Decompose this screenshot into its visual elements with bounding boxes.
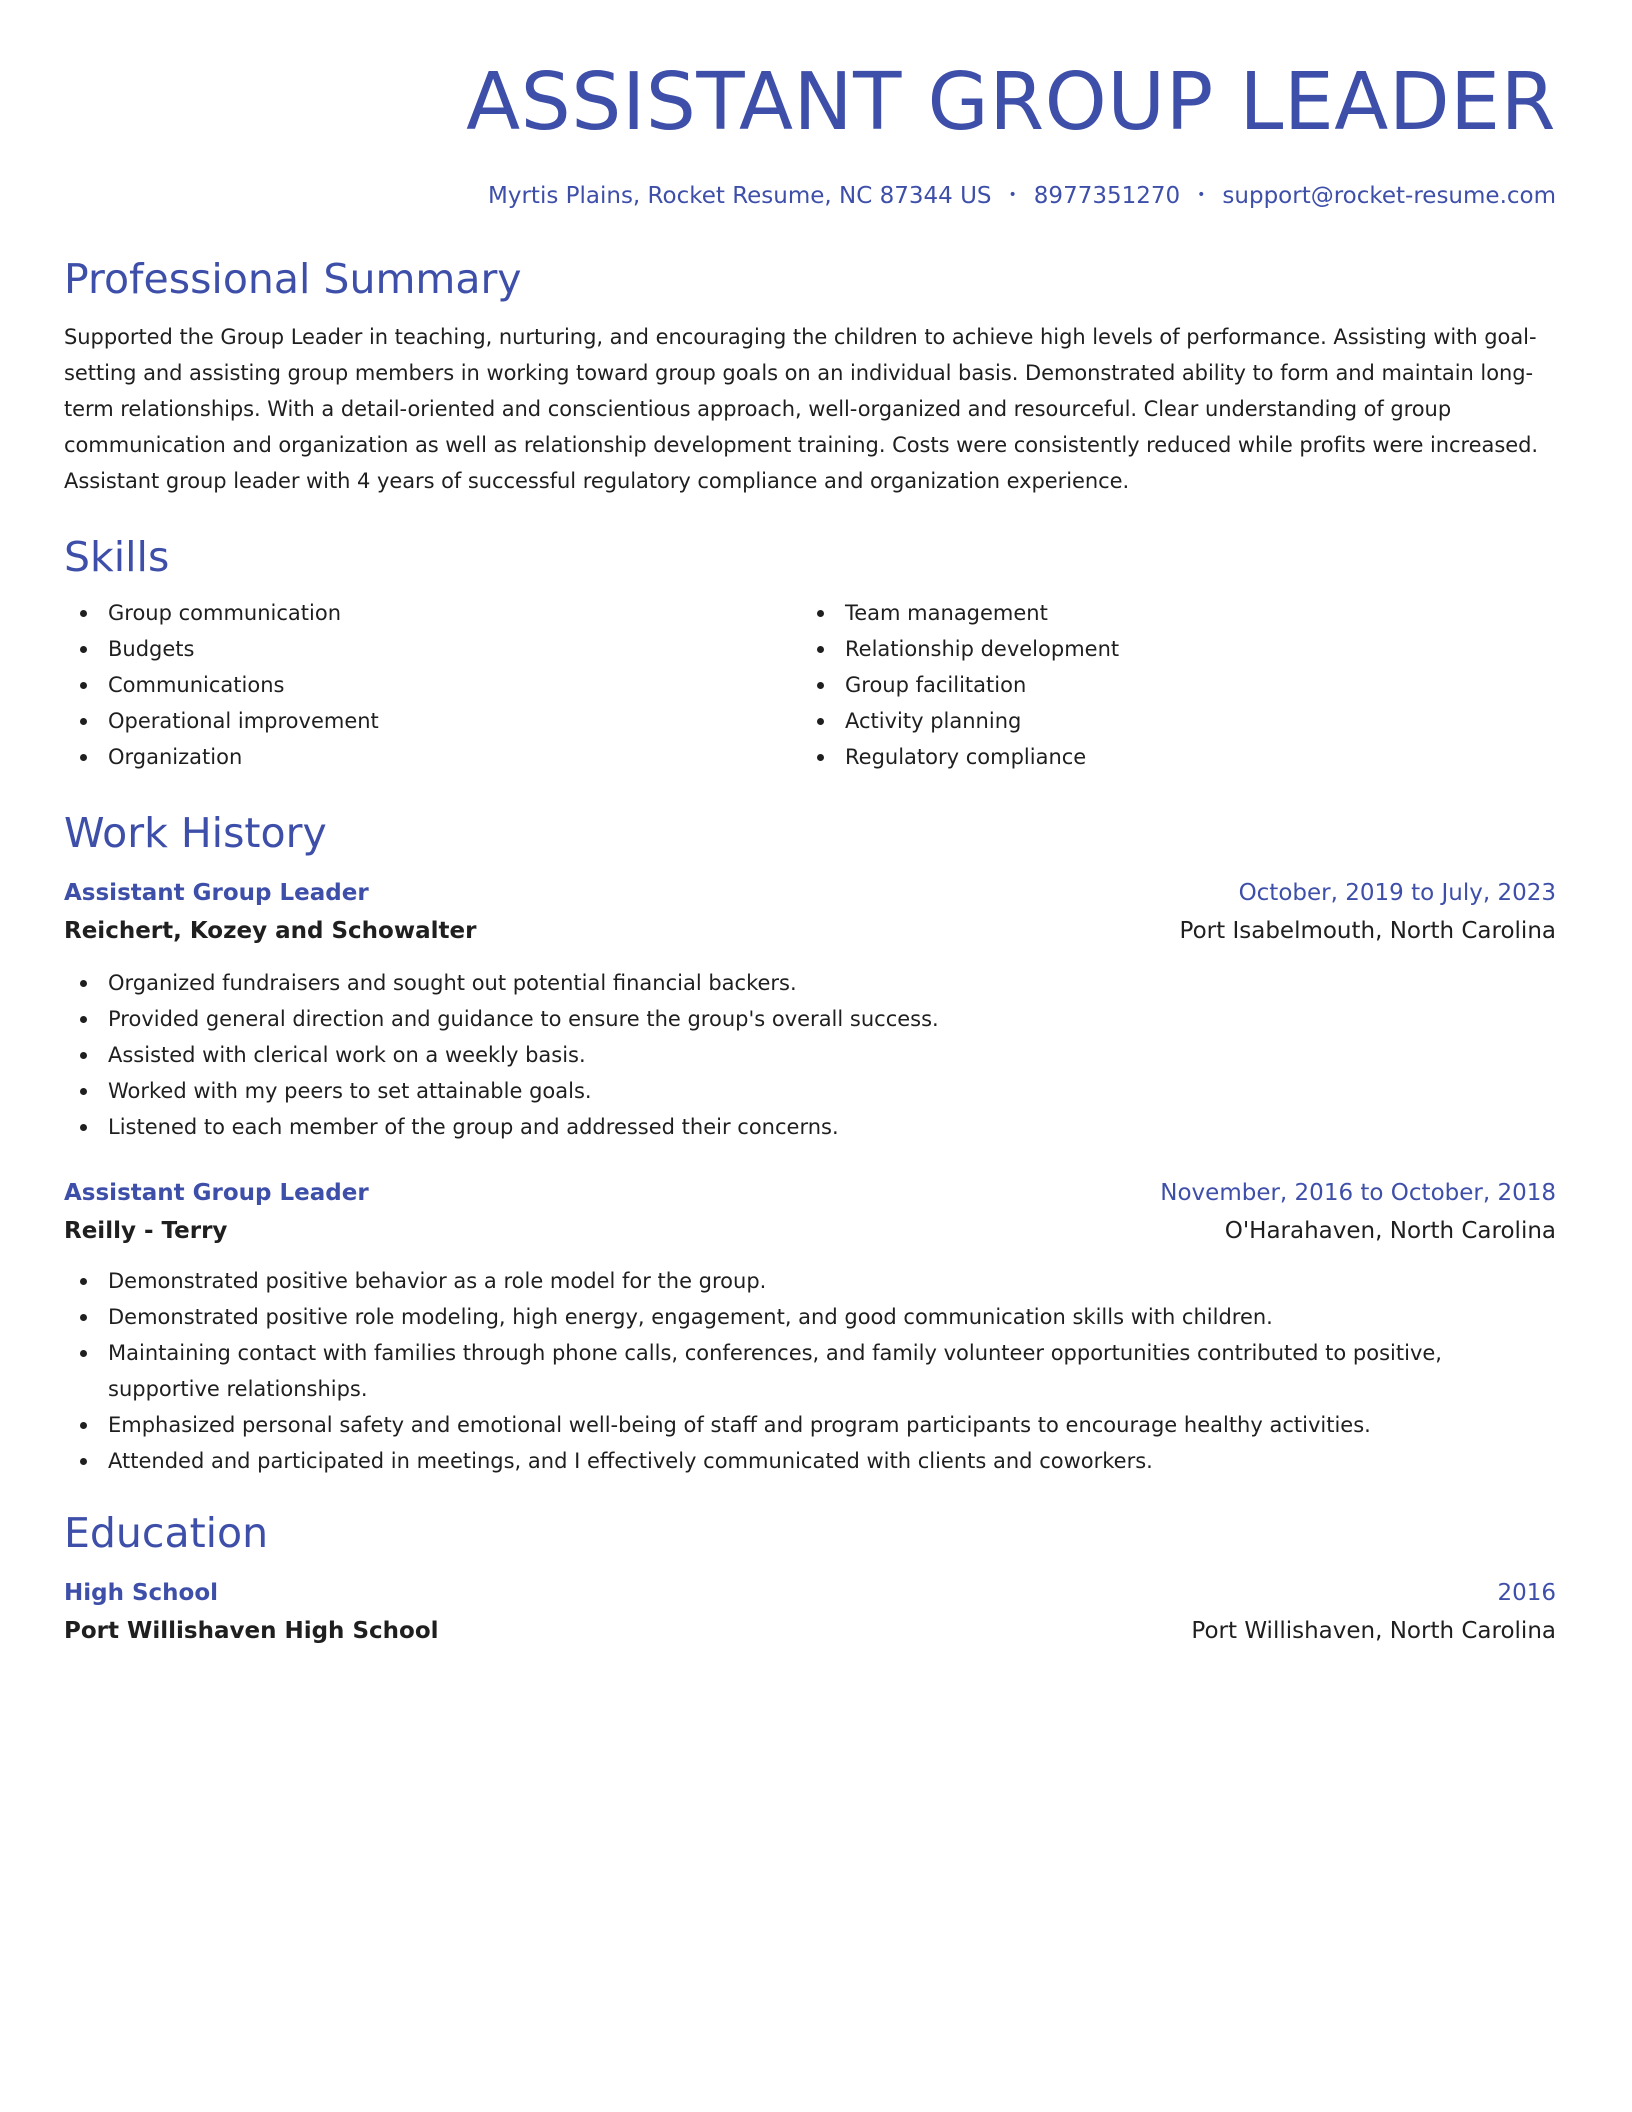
bullet-icon <box>80 1458 87 1465</box>
bullet-icon <box>80 1052 87 1059</box>
school-name: Port Willishaven High School <box>64 1617 439 1644</box>
job-bullet: Maintaining contact with families through phone calls, conferences, and family volunteer opportunities contributed to positive, supportive relationships. <box>64 1335 1556 1407</box>
skill-item: Regulatory compliance <box>801 739 1538 775</box>
contact-email: support@rocket-resume.com <box>1222 183 1556 209</box>
contact-address: Myrtis Plains, Rocket Resume, NC 87344 US <box>488 183 992 209</box>
job-entry <box>64 875 1556 1145</box>
job-bullets <box>64 1263 1556 1479</box>
job-bullet: Demonstrated positive behavior as a role model for the group. <box>64 1263 1556 1299</box>
skill-item: Organization <box>64 739 801 775</box>
skill-item: Budgets <box>64 631 801 667</box>
job-dates: October, 2019 to July, 2023 <box>1238 879 1556 906</box>
resume-page <box>64 50 1556 1649</box>
skills-column-right <box>801 595 1538 775</box>
job-bullet: Emphasized personal safety and emotional well-being of staff and program participants to encourage healthy activities. <box>64 1407 1556 1443</box>
bullet-icon <box>80 1314 87 1321</box>
bullet-icon <box>80 718 87 725</box>
bullet-icon <box>80 980 87 987</box>
job-bullet: Demonstrated positive role modeling, high energy, engagement, and good communication skills with children. <box>64 1299 1556 1335</box>
job-location: O'Harahaven, North Carolina <box>1224 1217 1556 1244</box>
job-dates: November, 2016 to October, 2018 <box>1160 1179 1556 1206</box>
bullet-icon <box>80 1088 87 1095</box>
skill-item: Activity planning <box>801 703 1538 739</box>
skill-item: Communications <box>64 667 801 703</box>
work-history-heading: Work History <box>64 808 327 857</box>
bullet-icon <box>817 754 824 761</box>
bullet-icon <box>817 718 824 725</box>
bullet-icon <box>80 754 87 761</box>
contact-phone: 8977351270 <box>1033 183 1181 209</box>
bullet-icon <box>80 1016 87 1023</box>
job-bullet: Organized fundraisers and sought out potential financial backers. <box>64 965 1556 1001</box>
job-location: Port Isabelmouth, North Carolina <box>1179 917 1556 944</box>
job-title: Assistant Group Leader <box>64 879 369 906</box>
job-bullet: Attended and participated in meetings, and I effectively communicated with clients and coworkers. <box>64 1443 1556 1479</box>
skill-item: Group facilitation <box>801 667 1538 703</box>
bullet-icon <box>80 1422 87 1429</box>
skills-column-left <box>64 595 801 775</box>
skill-item: Team management <box>801 595 1538 631</box>
bullet-icon <box>80 682 87 689</box>
contact-separator: • <box>1197 186 1206 203</box>
bullet-icon <box>80 646 87 653</box>
degree-name: High School <box>64 1579 219 1606</box>
bullet-icon <box>80 1350 87 1357</box>
job-title: Assistant Group Leader <box>64 1179 369 1206</box>
skills-heading: Skills <box>64 532 170 581</box>
skill-item: Relationship development <box>801 631 1538 667</box>
job-bullet: Listened to each member of the group and addressed their concerns. <box>64 1109 1556 1145</box>
skills-list <box>64 595 1556 775</box>
bullet-icon <box>817 682 824 689</box>
education-heading: Education <box>64 1508 269 1557</box>
job-bullet: Provided general direction and guidance to ensure the group's overall success. <box>64 1001 1556 1037</box>
resume-title: ASSISTANT GROUP LEADER <box>466 56 1556 148</box>
school-location: Port Willishaven, North Carolina <box>1191 1617 1556 1644</box>
summary-heading: Professional Summary <box>64 254 522 303</box>
skill-item: Group communication <box>64 595 801 631</box>
bullet-icon <box>80 610 87 617</box>
contact-line <box>64 180 1556 213</box>
job-bullets <box>64 965 1556 1145</box>
education-entry <box>64 1575 1556 1649</box>
contact-separator: • <box>1008 186 1017 203</box>
bullet-icon <box>817 646 824 653</box>
summary-text: Supported the Group Leader in teaching, nurturing, and encouraging the children to achieve high levels of performance. Assisting with goal-setting and assisting group members in working toward group goals on an individual basis. Demonstrated ability to form and maintain long-term relationships. With a detail-oriented and conscientious approach, well-organized and resourceful. Clear understanding of group communication and organization as well as relationship development training. Costs were consistently reduced while profits were increased. Assistant group leader with 4 years of successful regulatory compliance and organization experience. <box>64 324 1539 493</box>
job-bullet: Worked with my peers to set attainable goals. <box>64 1073 1556 1109</box>
bullet-icon <box>80 1278 87 1285</box>
bullet-icon <box>817 610 824 617</box>
job-entry <box>64 1175 1556 1479</box>
job-bullet: Assisted with clerical work on a weekly basis. <box>64 1037 1556 1073</box>
skill-item: Operational improvement <box>64 703 801 739</box>
bullet-icon <box>80 1124 87 1131</box>
employer-name: Reichert, Kozey and Schowalter <box>64 917 477 944</box>
employer-name: Reilly - Terry <box>64 1217 228 1244</box>
graduation-year: 2016 <box>1497 1579 1556 1606</box>
